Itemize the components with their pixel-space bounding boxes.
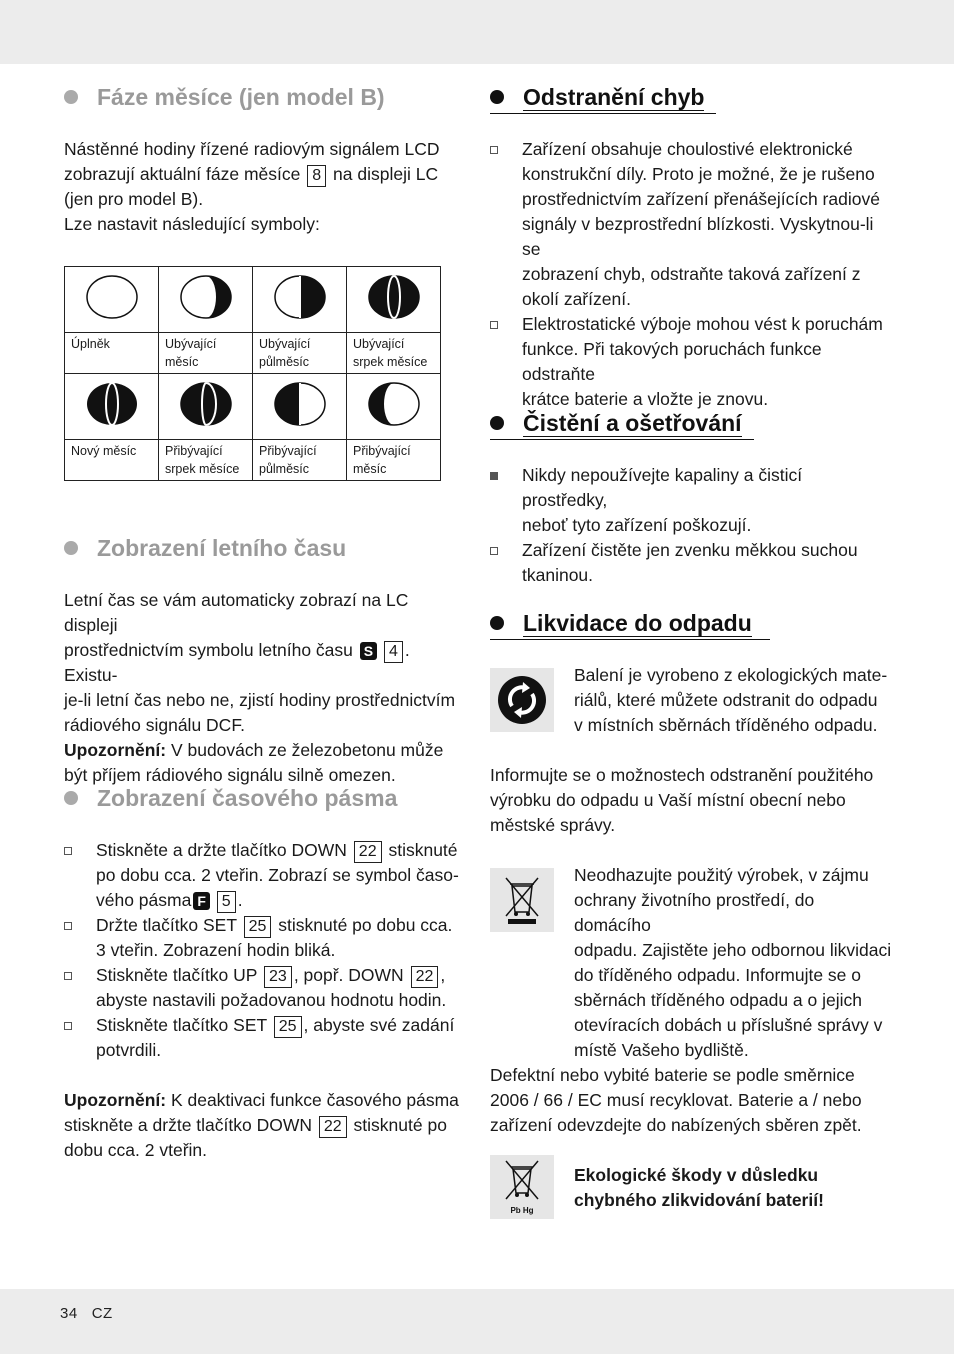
bullet-square-icon [490, 146, 498, 154]
warning-text-1: Ekologické škody v důsledku [574, 1165, 819, 1185]
waning-half-moon-icon [253, 267, 347, 333]
packaging-text-1: Balení je vyrobeno z ekologických mate- [574, 665, 888, 685]
list-item: Stiskněte tlačítko UP 23 , popř. DOWN 22 , abyste nastavili požadovanou hodnotu hodin. [64, 963, 464, 1013]
bullet-square-icon [64, 972, 72, 980]
moon-text-4: Lze nastavit následující symboly: [64, 214, 320, 234]
dst-symbol: S [360, 642, 377, 660]
list-item: Stiskněte tlačítko SET 25 , abyste své zadání potvrdili. [64, 1013, 464, 1063]
bullet-dot [490, 416, 504, 430]
dst-note: Upozornění: V budovách ze železobetonu může [64, 740, 444, 760]
product-text-3: odpadu. Zajistěte jeho odbornou likvidaci [574, 940, 892, 960]
display-ref-box: 8 [307, 165, 326, 187]
list-item: Nikdy nepoužívejte kapaliny a čisticí prostředky, neboť tyto zařízení poškozují. [490, 463, 892, 538]
battery-text-1: Defektní nebo vybité baterie se podle směrnice [490, 1065, 855, 1085]
timezone-heading: Zobrazení časového pásma [64, 783, 464, 813]
waxing-half-moon-icon [253, 374, 347, 440]
timezone-section [64, 783, 464, 1160]
dst-text-1: Letní čas se vám automaticky zobrazí na LC displeji [64, 590, 409, 635]
crossed-bin-icon [490, 868, 554, 932]
page-number: 34 [60, 1305, 78, 1322]
list-item: Zařízení obsahuje choulostivé elektronické konstrukční díly. Proto je možné, že je rušeno prostřednictvím zařízení přenášejících radiové signály v bezprostřední blízkosti. Vyskytnou-li se zobrazení chyb, odstraňte taková zařízení z okolí zařízení. [490, 137, 892, 312]
warning-text-2: chybného zlikvidování baterií! [574, 1190, 824, 1210]
full-moon-icon [65, 267, 159, 333]
bullet-square-icon [64, 847, 72, 855]
disposal-section [490, 608, 892, 1215]
packaging-text-2: riálů, které můžete odstranit do odpadu [574, 690, 878, 710]
packaging-text-3: v místních sběrnách tříděného odpadu. [574, 715, 878, 735]
phase-label: Úplněk [65, 333, 159, 374]
language-code: CZ [91, 1305, 113, 1322]
bullet-square-icon [64, 922, 72, 930]
product-text-7: místě Vašeho bydliště. [574, 1040, 749, 1060]
green-dot-recycling-icon [490, 668, 554, 732]
new-moon-icon [65, 374, 159, 440]
phase-label: Nový měsíc [65, 440, 159, 481]
moon-phase-section [64, 82, 464, 476]
page-footer [60, 1305, 113, 1322]
waning-moon-icon [159, 267, 253, 333]
troubleshooting-heading: Odstranění chyb [490, 82, 892, 112]
product-text-1: Neodhazujte použitý výrobek, v zájmu [574, 865, 869, 885]
phase-label: Přibývající půlměsíc [253, 440, 347, 481]
waning-crescent-icon [347, 267, 441, 333]
timezone-symbol: F [193, 892, 210, 910]
timezone-note: Upozornění: K deaktivaci funkce časového pásma [64, 1090, 459, 1110]
bullet-dot [490, 616, 504, 630]
dst-section [64, 533, 464, 785]
battery-bin-icon [490, 1155, 554, 1219]
info-text-1: Informujte se o možnostech odstranění použitého [490, 765, 874, 785]
moon-text-3: (jen pro model B). [64, 189, 204, 209]
bullet-square-icon [490, 547, 498, 555]
moon-text-2: zobrazují aktuální fáze měsíce 8 na displeji LC [64, 162, 464, 187]
dst-text-4: rádiového signálu DCF. [64, 715, 245, 735]
bottom-band [0, 1289, 954, 1354]
info-text-2: výrobku do odpadu u Vaší místní obecní nebo [490, 790, 846, 810]
dst-text-6: být příjem rádiového signálu silně omezen. [64, 765, 396, 785]
product-text-6: otevíracích dobách u příslušné správy v [574, 1015, 883, 1035]
cleaning-section [490, 408, 892, 585]
moon-phase-heading: Fáze měsíce (jen model B) [64, 82, 464, 112]
dst-text-2: prostřednictvím symbolu letního času S 4 . Existu- [64, 640, 410, 685]
waxing-moon-icon [347, 374, 441, 440]
list-item: Držte tlačítko SET 25 stisknuté po dobu cca. 3 vteřin. Zobrazení hodin bliká. [64, 913, 464, 963]
disposal-heading: Likvidace do odpadu [490, 608, 892, 638]
bullet-square-icon [490, 321, 498, 329]
top-band [0, 0, 954, 64]
bullet-filled-square-icon [490, 472, 498, 480]
phase-label: Přibývající měsíc [347, 440, 441, 481]
phase-label: Ubývající půlměsíc [253, 333, 347, 374]
timezone-note-2: stiskněte a držte tlačítko DOWN 22 stisknuté po [64, 1113, 464, 1138]
product-text-2: ochrany životního prostředí, do domácího [574, 890, 815, 935]
info-text-3: městské správy. [490, 815, 616, 835]
battery-text-2: 2006 / 66 / EC musí recyklovat. Baterie a / nebo [490, 1090, 862, 1110]
moon-text-1: Nástěnné hodiny řízené radiovým signálem LCD [64, 139, 440, 159]
heading-underline [490, 439, 754, 440]
bullet-dot [490, 90, 504, 104]
display-ref-box: 4 [384, 641, 403, 663]
list-item: Stiskněte a držte tlačítko DOWN 22 stisknuté po dobu cca. 2 vteřin. Zobrazí se symbol časo- vého pásma F 5 . [64, 838, 464, 913]
product-text-4: do tříděného odpadu. Informujte se o [574, 965, 862, 985]
bullet-dot [64, 90, 78, 104]
dst-text-3: je-li letní čas nebo ne, zjistí hodiny prostřednictvím [64, 690, 456, 710]
bullet-dot [64, 791, 78, 805]
moon-phase-table [64, 266, 441, 481]
cleaning-heading: Čistění a ošetřování [490, 408, 892, 438]
dst-heading: Zobrazení letního času [64, 533, 464, 563]
heading-underline [490, 113, 716, 114]
heading-underline [490, 639, 770, 640]
timezone-note-3: dobu cca. 2 vteřin. [64, 1140, 207, 1160]
phase-label: Ubývající srpek měsíce [347, 333, 441, 374]
list-item: Zařízení čistěte jen zvenku měkkou suchou tkaninou. [490, 538, 892, 588]
waxing-crescent-icon [159, 374, 253, 440]
svg-text:Pb Hg: Pb Hg [510, 1206, 534, 1215]
troubleshooting-section [490, 82, 892, 409]
phase-label: Ubývající měsíc [159, 333, 253, 374]
phase-label: Přibývající srpek měsíce [159, 440, 253, 481]
bullet-dot [64, 541, 78, 555]
list-item: Elektrostatické výboje mohou vést k poruchám funkce. Při takových poruchách funkce odstraňte krátce baterie a vložte je znovu. [490, 312, 892, 412]
bullet-square-icon [64, 1022, 72, 1030]
product-text-5: sběrnách tříděného odpadu a o jejich [574, 990, 862, 1010]
battery-text-3: zařízení odevzdejte do nabízených sběren zpět. [490, 1115, 862, 1135]
